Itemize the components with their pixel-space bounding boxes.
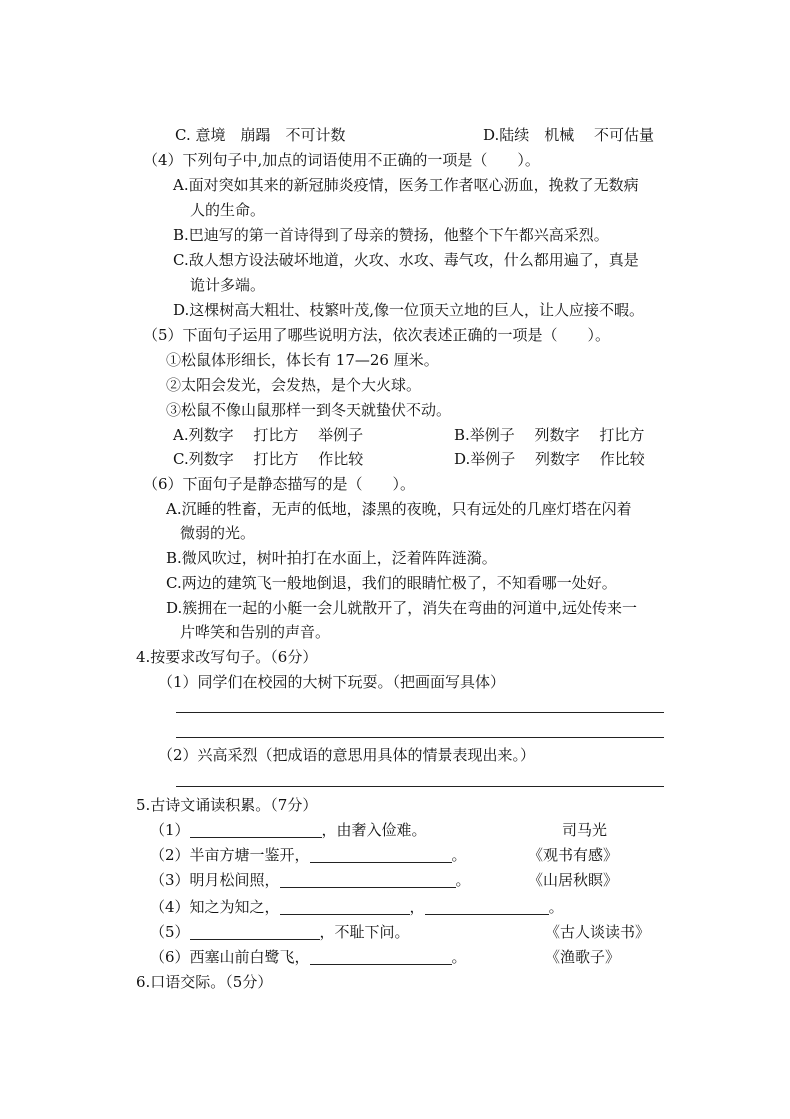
poem-line-4-mid: ， [409,898,425,916]
q5-sentence-1: ①松鼠体形细长，体长有 17—26 厘米。 [166,351,439,369]
poem-blank-2[interactable] [310,846,452,863]
section-6-title: 6.口语交际。（5分） [136,973,273,991]
poem-line-6 [150,947,467,967]
poem-line-5 [150,922,410,942]
q4-stem: （4）下列句子中,加点的词语使用不正确的一项是（ ）。 [143,151,540,169]
poem-source-6: 《渔歌子》 [545,948,621,966]
q4-option-b: B.巴迪写的第一首诗得到了母亲的赞扬，他整个下午都兴高采烈。 [173,226,609,244]
poem-line-3-prefix: （3）明月松间照， [150,871,280,889]
answer-line-2[interactable] [176,786,664,787]
q5-option-c: C.列数字 打比方 作比较 [173,450,364,468]
poem-line-3-suffix: 。 [455,871,471,889]
poem-line-5-suffix: ，不耻下问。 [319,923,410,941]
poem-source-1: 司马光 [562,821,608,839]
poem-line-1 [150,820,427,840]
q4-option-c-line1: C.敌人想方设法破坏地道，火攻、水攻、毒气攻，什么都用遍了，真是 [173,251,639,269]
q6-option-d-line1: D.簇拥在一起的小艇一会儿就散开了，消失在弯曲的河道中,远处传来一 [166,599,638,617]
q6-option-a-line2: 微弱的光。 [180,524,256,542]
poem-line-2-suffix: 。 [451,846,467,864]
q3-option-c: C. 意境 崩蹋 不可计数 [175,126,346,144]
q5-option-d: D.举例子 列数字 作比较 [454,450,645,468]
q6-option-a-line1: A.沉睡的牲畜，无声的低地，漆黑的夜晚，只有远处的几座灯塔在闪着 [166,500,632,518]
section-4-prompt-2: （2）兴高采烈（把成语的意思用具体的情景表现出来。） [158,746,536,764]
q4-option-d: D.这棵树高大粗壮、枝繁叶茂,像一位顶天立地的巨人，让人应接不暇。 [173,301,645,319]
poem-line-6-suffix: 。 [451,948,467,966]
q5-stem: （5）下面句子运用了哪些说明方法，依次表述正确的一项是（ ）。 [143,326,611,344]
poem-line-4-suffix: 。 [548,898,564,916]
q3-option-d: D.陆续 机械 不可估量 [483,126,655,144]
q4-option-a-line2: 人的生命。 [190,201,266,219]
poem-source-3: 《山居秋瞑》 [528,871,619,889]
poem-line-1-suffix: ，由奢入俭难。 [321,821,427,839]
poem-line-2 [150,845,467,865]
poem-line-5-prefix: （5） [150,923,190,941]
poem-source-5: 《古人谈读书》 [545,923,651,941]
poem-line-3 [150,870,471,890]
q5-sentence-3: ③松鼠不像山鼠那样一到冬天就蛰伏不动。 [166,401,452,419]
q6-option-c: C.两边的建筑飞一般地倒退，我们的眼睛忙极了，不知看哪一处好。 [166,574,617,592]
q4-option-a-line1: A.面对突如其来的新冠肺炎疫情，医务工作者呕心沥血，挽救了无数病 [173,176,639,194]
q5-option-b: B.举例子 列数字 打比方 [454,426,645,444]
q5-sentence-2: ②太阳会发光，会发热，是个大火球。 [166,376,422,394]
poem-line-1-prefix: （1） [150,821,190,839]
poem-line-4-prefix: （4）知之为知之， [150,898,280,916]
q5-option-a: A.列数字 打比方 举例子 [173,426,364,444]
poem-line-4 [150,897,564,917]
answer-line-1a[interactable] [176,712,664,713]
section-4-prompt-1: （1）同学们在校园的大树下玩耍。（把画面写具体） [158,673,506,691]
section-5-title: 5.古诗文诵读积累。（7分） [136,796,318,814]
poem-blank-1[interactable] [190,821,322,838]
answer-line-1b[interactable] [176,737,664,738]
section-4-title: 4.按要求改写句子。（6分） [136,648,318,666]
poem-line-2-prefix: （2）半亩方塘一鉴开， [150,846,310,864]
q4-option-c-line2: 诡计多端。 [190,276,266,294]
poem-blank-4a[interactable] [280,898,410,915]
q6-option-d-line2: 片哗笑和告别的声音。 [180,623,331,641]
poem-blank-3[interactable] [280,871,456,888]
poem-blank-5[interactable] [190,923,320,940]
q6-option-b: B.微风吹过，树叶拍打在水面上，泛着阵阵涟漪。 [166,549,497,567]
poem-source-2: 《观书有感》 [528,846,619,864]
poem-blank-4b[interactable] [425,898,549,915]
poem-line-6-prefix: （6）西塞山前白鹭飞， [150,948,310,966]
q6-stem: （6）下面句子是静态描写的是（ ）。 [143,475,416,493]
poem-blank-6[interactable] [310,948,452,965]
